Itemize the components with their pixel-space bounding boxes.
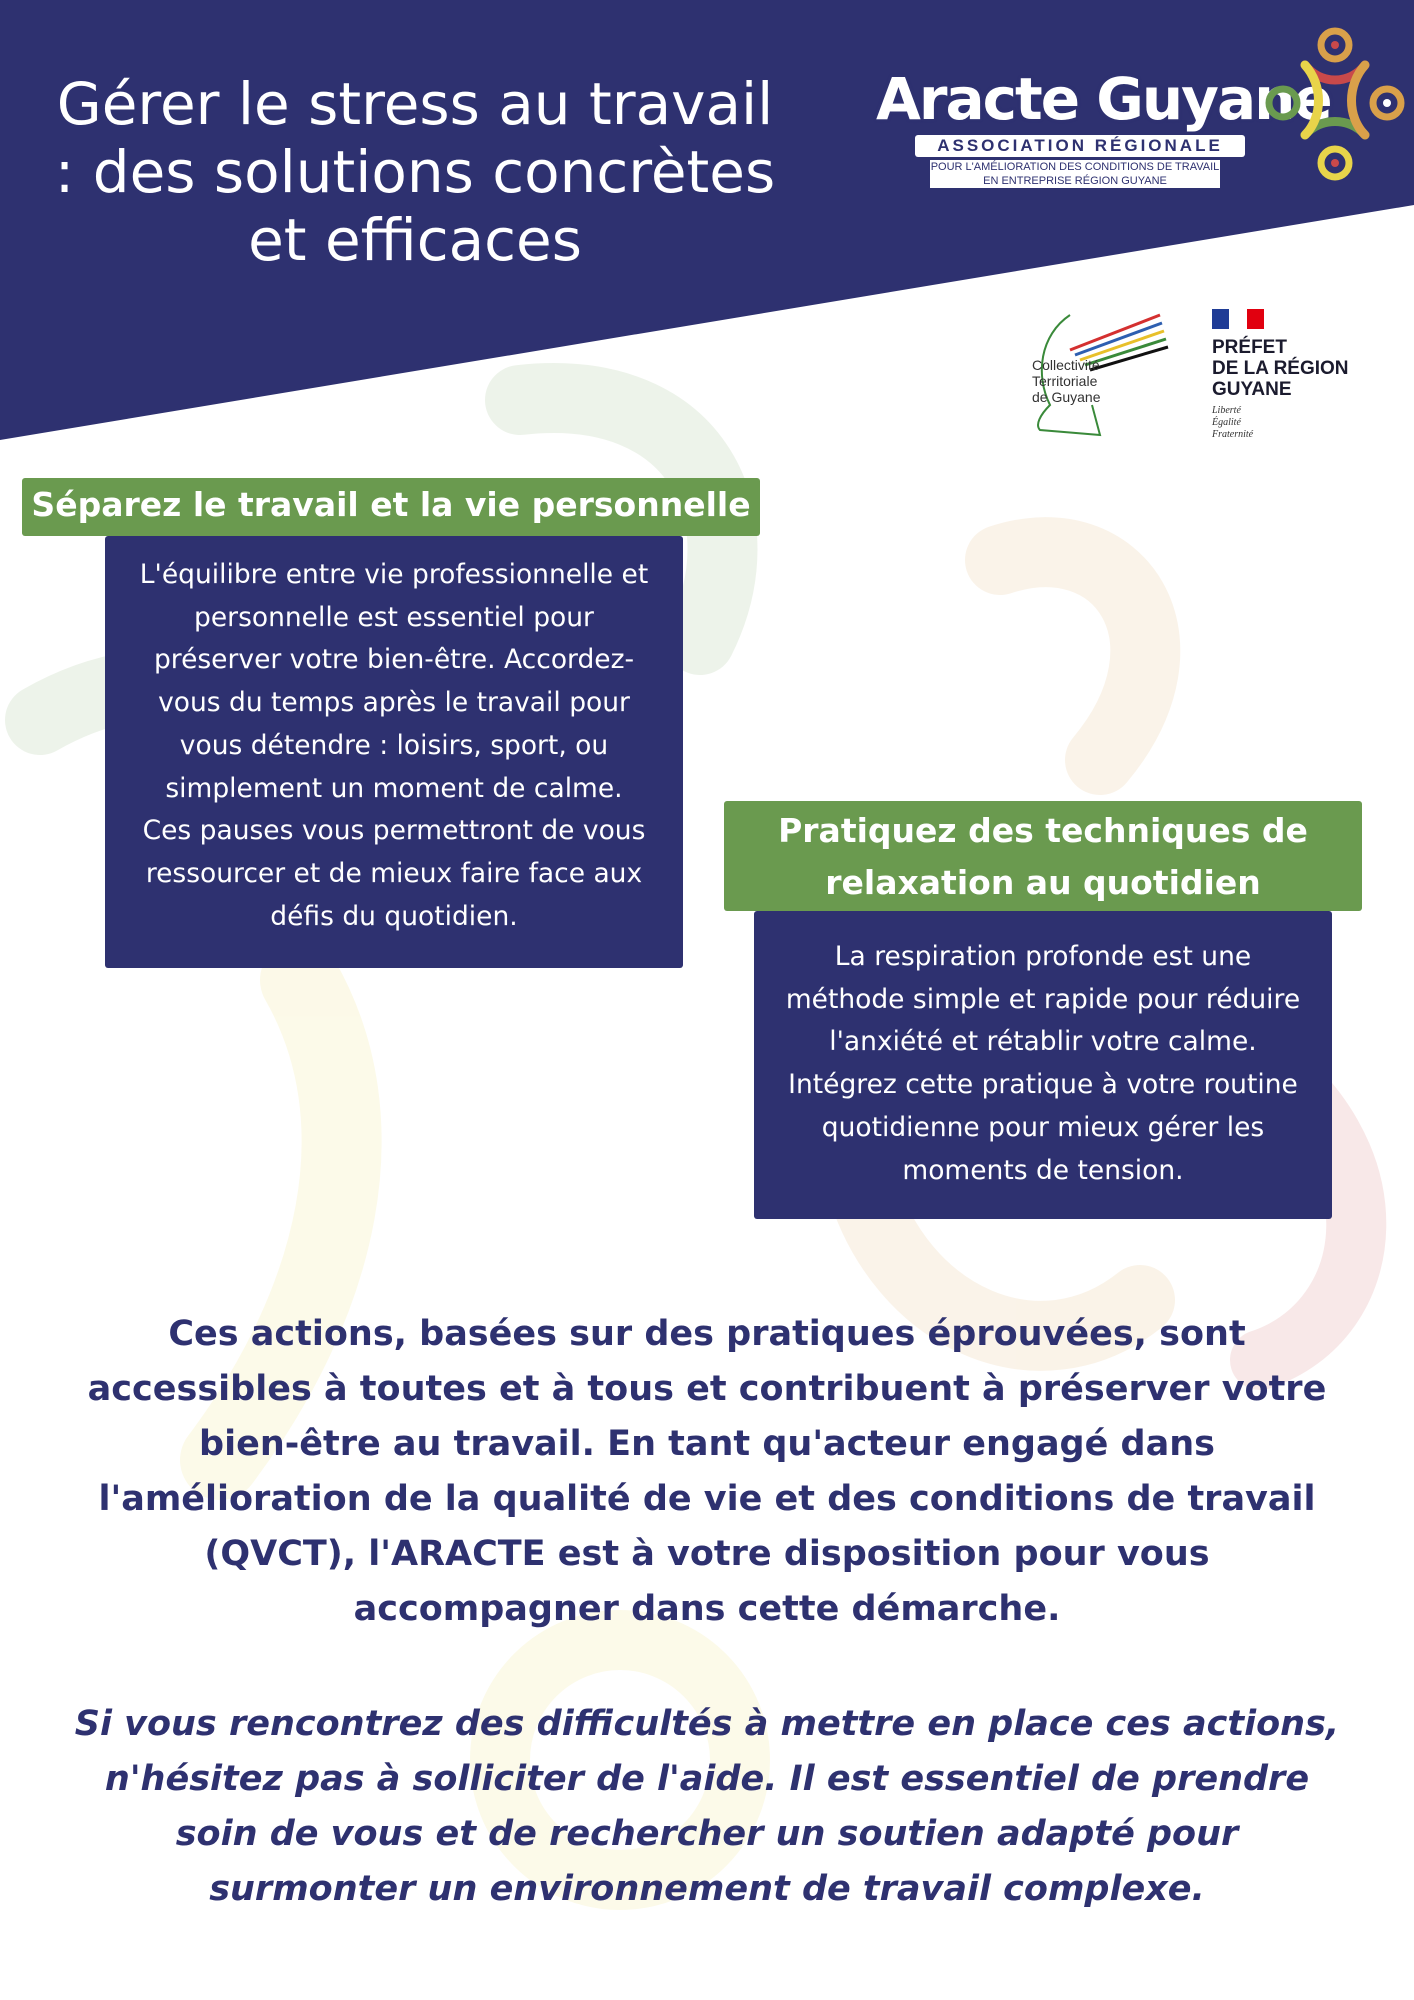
prefet-line-3: GUYANE: [1212, 379, 1292, 400]
help-paragraph: Si vous rencontrez des difficultés à mettre en place ces actions, n'hésitez pas à solliciter de l'aide. Il est essentiel de prendre soin de vous et de rechercher un soutien adapté pour surmonter un environnement de travail complexe.: [74, 1704, 1340, 1909]
prefet-line-2: DE LA RÉGION: [1212, 358, 1349, 379]
motto-liberte: Liberté: [1212, 405, 1241, 416]
aracte-people-icon: [1265, 25, 1405, 185]
card-work-life-body: L'équilibre entre vie professionnelle et personnelle est essentiel pour préserver votre bien-être. Accordez-vous du temps après le travail pour vous détendre : loisirs, sport, ou simplement un moment de calme. Ces pauses vous permettront de vous ressourcer et de mieux faire face aux défis du quotidien.: [105, 536, 683, 968]
marianne-flag-icon: [1212, 309, 1264, 329]
motto-egalite: Égalité: [1212, 417, 1241, 428]
card-relaxation-body: La respiration profonde est une méthode simple et rapide pour réduire l'anxiété et rétablir votre calme. Intégrez cette pratique à votre routine quotidienne pour mieux gérer les moments de tension.: [754, 911, 1332, 1219]
aracte-logo-subtitle: ASSOCIATION RÉGIONALE: [915, 135, 1245, 157]
motto-fraternite: Fraternité: [1212, 429, 1254, 440]
card-relaxation-title: Pratiquez des techniques de relaxation au quotidien: [724, 801, 1362, 911]
card-work-life-title: Séparez le travail et la vie personnelle: [22, 478, 760, 536]
collectivite-territoriale-guyane-logo: [1030, 305, 1170, 440]
ctg-line-3: de Guyane: [1032, 389, 1101, 405]
prefet-region-guyane-logo: [1212, 305, 1412, 445]
ctg-line-2: Territoriale: [1032, 373, 1098, 389]
page-title: Gérer le stress au travail : des solutions concrètes et efficaces: [54, 70, 776, 274]
aracte-logo-name: Aracte Guyane: [876, 65, 1331, 133]
aracte-guyane-logo: [870, 25, 1410, 205]
conclusion-paragraph: Ces actions, basées sur des pratiques éprouvées, sont accessibles à toutes et à tous et contribuent à préserver votre bien-être au travail. En tant qu'acteur engagé dans l'amélioration de la qualité de vie et des conditions de travail (QVCT), l'ARACTE est à votre disposition pour vous accompagner dans cette démarche.: [87, 1314, 1327, 1629]
ctg-line-1: Collectivité: [1032, 357, 1100, 373]
aracte-logo-tagline: POUR L'AMÉLIORATION DES CONDITIONS DE TRAVAIL EN ENTREPRISE RÉGION GUYANE: [930, 161, 1220, 187]
prefet-line-1: PRÉFET: [1212, 337, 1287, 358]
